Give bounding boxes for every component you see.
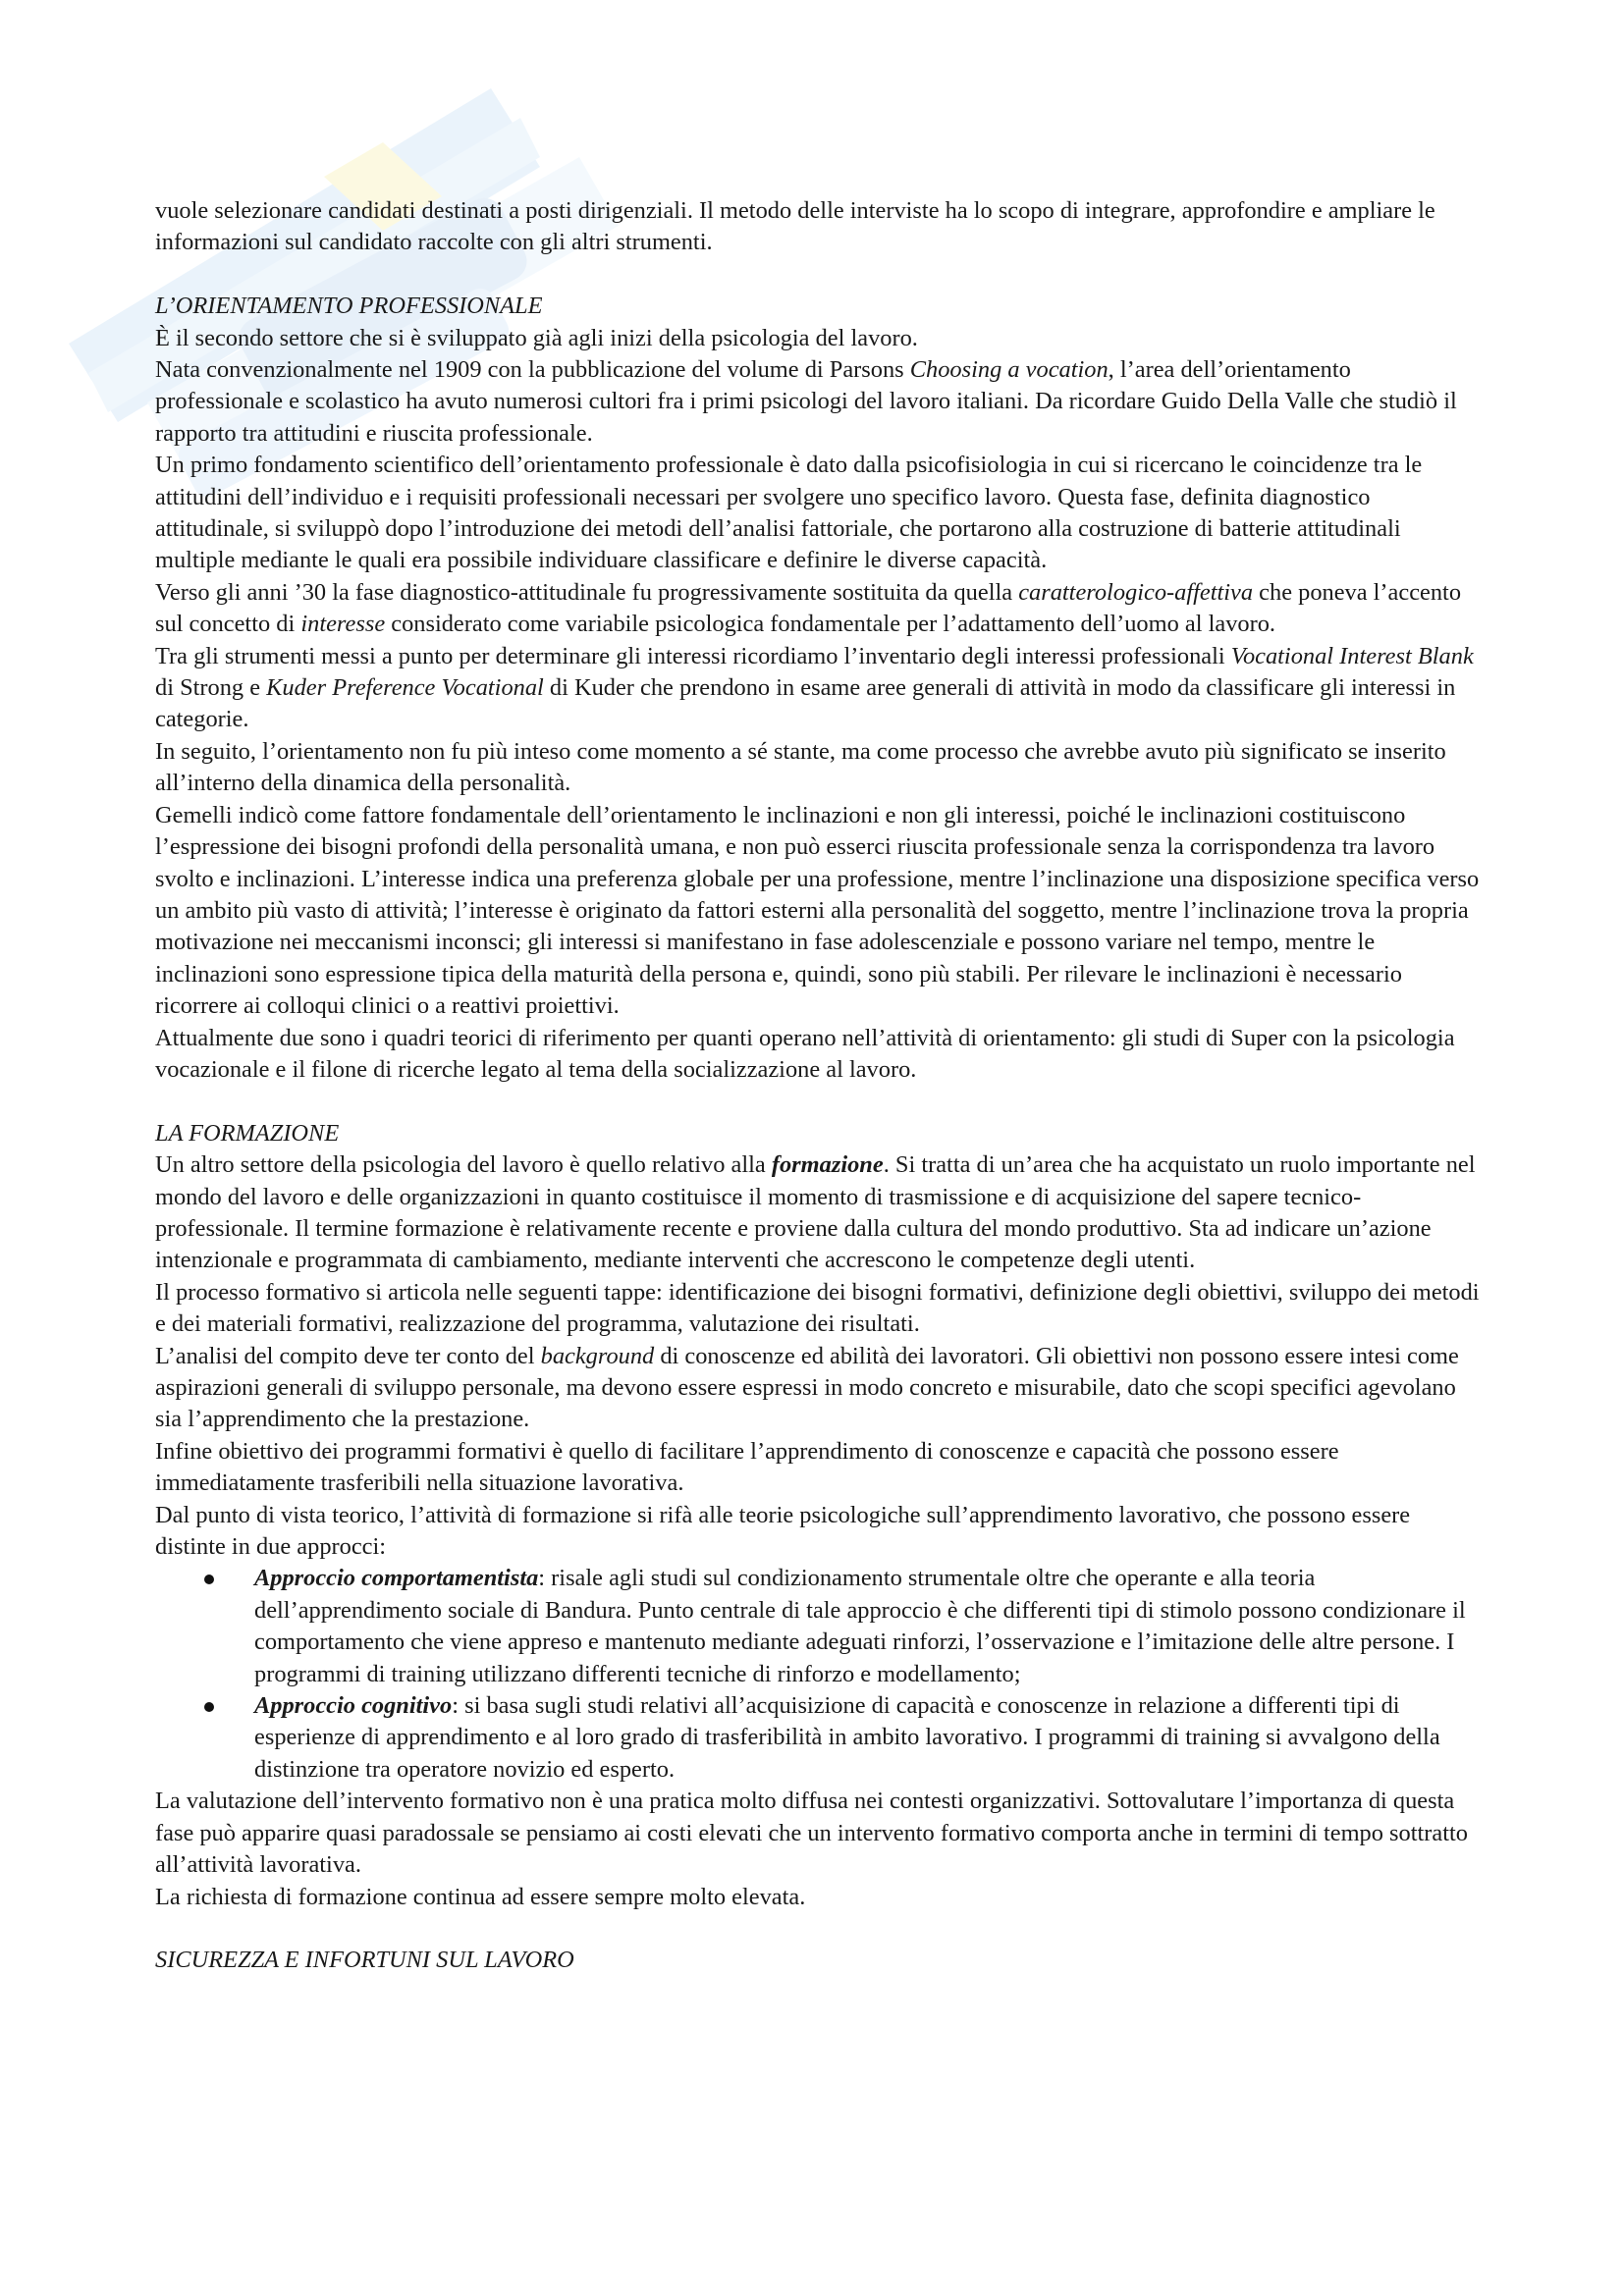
emphasis: background [540,1342,655,1369]
emphasis: Vocational Interest Blank [1230,642,1474,669]
paragraph: Nata convenzionalmente nel 1909 con la pubblicazione del volume di Parsons Choosing a vocation, l’area dell’orientamento professionale e scolastico ha avuto numerosi cultori fra i primi psicologi del lavoro italiani. Da ricordare Guido Della Valle che studiò il rapporto tra attitudini e riuscita professionale. [155,356,1457,447]
paragraph: Infine obiettivo dei programmi formativi è quello di facilitare l’apprendimento di conoscenze e capacità che possono essere immediatamente trasferibili nella situazione lavorativa. [155,1437,1339,1497]
list-item-term: Approccio comportamentista [254,1565,539,1592]
emphasis-strong: formazione [771,1151,884,1179]
emphasis: interesse [300,611,386,638]
spacer [155,259,1483,291]
bullet-icon [204,1702,214,1712]
list-item [155,1690,1483,1786]
section-heading-formazione: LA FORMAZIONE [155,1119,340,1147]
paragraph: La valutazione dell’intervento formativo non è una pratica molto diffusa nei contesti organizzativi. Sottovalutare l’importanza di questa fase può apparire quasi paradossale se pensiamo ai costi elevati che un intervento formativo comporta anche in termini di tempo sottratto all’attività lavorativa. [155,1788,1468,1879]
list-item-term: Approccio cognitivo [254,1692,453,1720]
section-heading-sicurezza: SICUREZZA E INFORTUNI SUL LAVORO [155,1947,574,1974]
document-body [155,195,1483,1977]
paragraph: Tra gli strumenti messi a punto per determinare gli interessi ricordiamo l’inventario degli interessi professionali Vocational Interest Blank di Strong e Kuder Preference Vocational di Kuder che prendono in esame aree generali di attività in modo da classificare gli interessi in categorie. [155,642,1474,733]
bullet-icon [204,1575,214,1584]
paragraph: Attualmente due sono i quadri teorici di riferimento per quanti operano nell’attività di orientamento: gli studi di Super con la psicologia vocazionale e il filone di ricerche legato al tema della socializzazione al lavoro. [155,1024,1455,1083]
paragraph: Dal punto di vista teorico, l’attività di formazione si rifà alle teorie psicologiche sull’apprendimento lavorativo, che possono essere distinte in due approcci: [155,1501,1411,1561]
list-item-text: : si basa sugli studi relativi all’acquisizione di capacità e conoscenze in relazione a differenti tipi di esperienze di apprendimento e al loro grado di trasferibilità in ambito lavorativo. I programmi di training si avvalgono della distinzione tra operatore novizio ed esperto. [254,1692,1440,1783]
paragraph: Verso gli anni ’30 la fase diagnostico-attitudinale fu progressivamente sostituita da quella caratterologico-affettiva che poneva l’accento sul concetto di interesse considerato come variabile psicologica fondamentale per l’adattamento dell’uomo al lavoro. [155,578,1462,638]
book-title: Choosing a vocation [909,356,1109,384]
paragraph: In seguito, l’orientamento non fu più inteso come momento a sé stante, ma come processo che avrebbe avuto più significato se inserito all’interno della dinamica della personalità. [155,737,1446,797]
paragraph: La richiesta di formazione continua ad essere sempre molto elevata. [155,1883,806,1910]
emphasis: caratterologico-affettiva [1018,578,1254,606]
spacer [155,1086,1483,1117]
paragraph: Un altro settore della psicologia del lavoro è quello relativo alla formazione. Si tratta di un’area che ha acquistato un ruolo importante nel mondo del lavoro e delle organizzazioni in quanto costituisce il momento di trasmissione e di acquisizione del sapere tecnico-professionale. Il termine formazione è relativamente recente e proviene dalla cultura del mondo produttivo. Sta ad indicare un’azione intenzionale e programmata di cambiamento, mediante interventi che accrescono le competenze degli utenti. [155,1151,1476,1274]
spacer [155,1913,1483,1945]
paragraph: È il secondo settore che si è sviluppato già agli inizi della psicologia del lavoro. [155,324,918,351]
list-item [155,1563,1483,1690]
bullet-list [155,1563,1483,1786]
paragraph: Il processo formativo si articola nelle seguenti tappe: identificazione dei bisogni formativi, definizione degli obiettivi, sviluppo dei metodi e dei materiali formativi, realizzazione del programma, valutazione dei risultati. [155,1278,1480,1338]
section-heading-orientamento: L’ORIENTAMENTO PROFESSIONALE [155,293,543,320]
emphasis: Kuder Preference Vocational [266,674,544,702]
list-item-text: : risale agli studi sul condizionamento strumentale oltre che operante e alla teoria dell’apprendimento sociale di Bandura. Punto centrale di tale approccio è che differenti tipi di stimolo possono condizionare il comportamento che viene appreso e mantenuto mediante adeguati rinforzi, l’osservazione e l’imitazione delle altre persone. I programmi di training utilizzano differenti tecniche di rinforzo e modellamento; [254,1565,1466,1687]
paragraph: Un primo fondamento scientifico dell’orientamento professionale è dato dalla psicofisiologia in cui si ricercano le coincidenze tra le attitudini dell’individuo e i requisiti professionali necessari per svolgere uno specifico lavoro. Questa fase, definita diagnostico attitudinale, si sviluppò dopo l’introduzione dei metodi dell’analisi fattoriale, che portarono alla costruzione di batterie attitudinali multiple mediante le quali era possibile individuare classificare e definire le diverse capacità. [155,452,1423,574]
paragraph: L’analisi del compito deve ter conto del background di conoscenze ed abilità dei lavoratori. Gli obiettivi non possono essere intesi come aspirazioni generali di sviluppo personale, ma devono essere espressi in modo concreto e misurabile, dato che scopi specifici agevolano sia l’apprendimento che la prestazione. [155,1342,1459,1433]
intro-paragraph: vuole selezionare candidati destinati a posti dirigenziali. Il metodo delle interviste ha lo scopo di integrare, approfondire e ampliare le informazioni sul candidato raccolte con gli altri strumenti. [155,197,1435,256]
paragraph: Gemelli indicò come fattore fondamentale dell’orientamento le inclinazioni e non gli interessi, poiché le inclinazioni costituiscono l’espressione dei bisogni profondi della personalità umana, e non può esserci riuscita professionale senza la corrispondenza tra lavoro svolto e inclinazioni. L’interesse indica una preferenza globale per una professione, mentre l’inclinazione una disposizione specifica verso un ambito più vasto di attività; l’interesse è originato da fattori esterni alla personalità del soggetto, mentre l’inclinazione trova la propria motivazione nei meccanismi inconsci; gli interessi si manifestano in fase adolescenziale e possono variare nel tempo, mentre le inclinazioni sono espressione tipica della maturità della persona e, quindi, sono più stabili. Per rilevare le inclinazioni è necessario ricorrere ai colloqui clinici o a reattivi proiettivi. [155,801,1480,1020]
